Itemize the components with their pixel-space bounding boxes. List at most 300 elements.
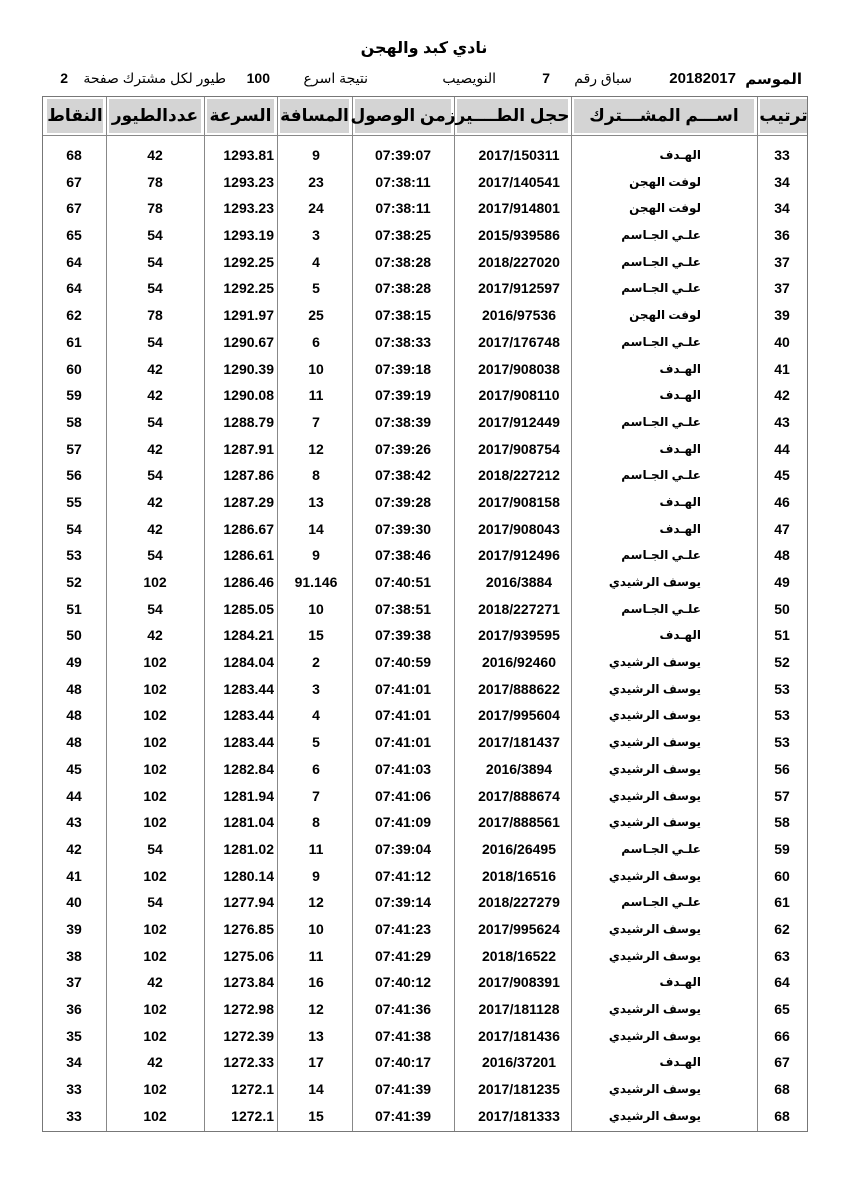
speed-cell: 1287.86 (223, 467, 274, 484)
ring-number-cell: 2017/908754 (478, 440, 560, 457)
birds-count-cell: 42 (147, 360, 163, 377)
table-row (43, 917, 807, 944)
table-row (43, 517, 807, 544)
table-row (43, 650, 807, 677)
distance-cell: 13 (308, 493, 324, 510)
header-birds: عددالطيور (109, 99, 201, 133)
table-row (43, 1104, 807, 1131)
birds-count-cell: 54 (147, 547, 163, 564)
birds-count-cell: 102 (143, 814, 167, 831)
rank-cell: 53 (774, 680, 790, 697)
rank-cell: 49 (774, 574, 790, 590)
points-cell: 39 (66, 920, 82, 937)
rank-cell: 64 (774, 974, 790, 991)
rank-cell: 34 (774, 200, 790, 217)
ring-number-cell: 2015/939586 (478, 227, 560, 244)
member-name-cell: يوسف الرشيدي (608, 655, 701, 670)
distance-cell: 24 (308, 200, 324, 217)
member-name-cell: الهـدف (659, 441, 701, 456)
points-cell: 49 (66, 654, 82, 671)
arrival-time-cell: 07:39:38 (374, 627, 432, 644)
table-row (43, 437, 807, 464)
speed-cell: 1292.25 (223, 253, 274, 270)
rank-cell: 56 (774, 760, 790, 777)
table-row (43, 997, 807, 1024)
birds-count-cell: 102 (143, 1107, 167, 1124)
rank-cell: 37 (774, 253, 790, 270)
arrival-time-cell: 07:38:51 (374, 600, 432, 617)
birds-count-cell: 102 (143, 1001, 167, 1017)
header-speed: السرعة (207, 99, 274, 133)
ring-number-cell: 2017/181128 (478, 1001, 560, 1017)
speed-cell: 1287.91 (223, 440, 274, 457)
member-name-cell: لوفت الهجن (629, 308, 701, 323)
ring-number-cell: 2018/16522 (482, 947, 556, 964)
table-header (43, 97, 807, 135)
speed-cell: 1286.61 (223, 547, 274, 564)
arrival-time-cell: 07:40:12 (374, 974, 432, 991)
speed-cell: 1286.46 (223, 574, 274, 590)
member-name-cell: يوسف الرشيدي (608, 921, 701, 936)
rank-cell: 68 (774, 1081, 790, 1098)
rank-cell: 37 (774, 280, 790, 297)
distance-cell: 2 (312, 654, 320, 671)
rank-cell: 53 (774, 707, 790, 724)
birds-count-cell: 54 (147, 280, 163, 297)
distance-cell: 91.146 (294, 574, 338, 590)
points-cell: 37 (66, 974, 82, 991)
table-row (43, 837, 807, 864)
speed-cell: 1277.94 (223, 894, 274, 911)
season-value: 20182017 (669, 70, 736, 87)
arrival-time-cell: 07:39:07 (374, 147, 432, 163)
birds-count-cell: 102 (143, 787, 167, 804)
birds-count-cell: 42 (147, 974, 163, 991)
birds-count-cell: 42 (147, 627, 163, 644)
rank-cell: 51 (774, 627, 790, 644)
member-name-cell: علـي الجـاسم (621, 414, 701, 429)
rank-cell: 53 (774, 734, 790, 751)
header-arrival: زمن الوصول (355, 99, 451, 133)
arrival-time-cell: 07:41:12 (374, 867, 432, 884)
points-cell: 48 (66, 734, 82, 751)
points-cell: 51 (66, 600, 82, 617)
table-row (43, 890, 807, 917)
points-cell: 55 (66, 493, 82, 510)
arrival-time-cell: 07:38:33 (374, 333, 432, 350)
speed-cell: 1283.44 (223, 707, 274, 724)
ring-number-cell: 2017/912597 (478, 280, 560, 297)
speed-cell: 1283.44 (223, 734, 274, 751)
ring-number-cell: 2017/995604 (478, 707, 560, 724)
arrival-time-cell: 07:39:04 (374, 840, 432, 857)
arrival-time-cell: 07:40:51 (374, 574, 432, 590)
per-member-label: طيور لكل مشترك صفحة (83, 70, 226, 86)
points-cell: 54 (66, 520, 82, 537)
distance-cell: 4 (312, 707, 320, 724)
points-cell: 41 (66, 867, 82, 884)
birds-count-cell: 54 (147, 467, 163, 484)
distance-cell: 4 (312, 253, 320, 270)
race-location: النويصيب (442, 70, 496, 86)
ring-number-cell: 2016/92460 (482, 654, 556, 671)
ring-number-cell: 2017/908158 (478, 493, 560, 510)
points-cell: 43 (66, 814, 82, 831)
rank-cell: 41 (774, 360, 790, 377)
speed-cell: 1293.23 (223, 200, 274, 217)
speed-cell: 1291.97 (223, 307, 274, 324)
ring-number-cell: 2017/888622 (478, 680, 560, 697)
table-row (43, 944, 807, 971)
ring-number-cell: 2016/3884 (485, 574, 553, 590)
arrival-time-cell: 07:41:01 (374, 680, 432, 697)
distance-cell: 3 (312, 227, 320, 244)
ring-number-cell: 2017/908110 (478, 387, 560, 404)
header-member: اســـم المشـــترك (574, 99, 754, 133)
points-cell: 33 (66, 1081, 82, 1098)
distance-cell: 9 (312, 547, 320, 564)
table-row (43, 250, 807, 277)
arrival-time-cell: 07:41:01 (374, 707, 432, 724)
ring-number-cell: 2017/908038 (478, 360, 560, 377)
arrival-time-cell: 07:41:39 (374, 1107, 432, 1124)
table-row (43, 1050, 807, 1077)
member-name-cell: علـي الجـاسم (621, 548, 701, 563)
club-title: نادي كبد والهجن (360, 40, 488, 57)
table-row (43, 864, 807, 891)
rank-cell: 65 (774, 1001, 790, 1017)
distance-cell: 13 (308, 1027, 324, 1044)
distance-cell: 3 (312, 680, 320, 697)
birds-count-cell: 54 (147, 840, 163, 857)
page-number: 2 (60, 70, 68, 86)
table-row (43, 170, 807, 197)
member-name-cell: يوسف الرشيدي (608, 788, 701, 803)
speed-cell: 1292.25 (223, 280, 274, 297)
member-name-cell: الهـدف (659, 628, 701, 643)
points-cell: 57 (66, 440, 82, 457)
table-row (43, 490, 807, 517)
birds-count: 100 (246, 70, 270, 86)
points-cell: 59 (66, 387, 82, 404)
points-cell: 60 (66, 360, 82, 377)
distance-cell: 25 (308, 307, 324, 324)
arrival-time-cell: 07:41:03 (374, 760, 432, 777)
distance-cell: 8 (312, 814, 320, 831)
ring-number-cell: 2017/888674 (478, 787, 560, 804)
birds-count-cell: 54 (147, 413, 163, 430)
table-row (43, 703, 807, 730)
table-row (43, 970, 807, 997)
points-cell: 64 (66, 253, 82, 270)
points-cell: 34 (66, 1054, 82, 1071)
distance-cell: 12 (308, 440, 324, 457)
distance-cell: 8 (312, 467, 320, 484)
arrival-time-cell: 07:39:30 (374, 520, 432, 537)
season-label: الموسم (745, 71, 802, 88)
member-name-cell: الهـدف (659, 521, 701, 536)
arrival-time-cell: 07:41:39 (374, 1081, 432, 1098)
rank-cell: 44 (774, 440, 790, 457)
arrival-time-cell: 07:41:38 (374, 1027, 432, 1044)
rank-cell: 52 (774, 654, 790, 671)
points-cell: 64 (66, 280, 82, 297)
birds-count-cell: 78 (147, 307, 163, 324)
rank-cell: 47 (774, 520, 790, 537)
result-label: نتيجة اسرع (303, 70, 368, 86)
arrival-time-cell: 07:41:36 (374, 1001, 432, 1017)
points-cell: 42 (66, 840, 82, 857)
distance-cell: 5 (312, 734, 320, 751)
table-row (43, 383, 807, 410)
header-rank: ترتيب (760, 99, 807, 133)
arrival-time-cell: 07:40:59 (374, 654, 432, 671)
birds-count-cell: 102 (143, 920, 167, 937)
distance-cell: 11 (308, 947, 324, 964)
arrival-time-cell: 07:41:09 (374, 814, 432, 831)
ring-number-cell: 2016/26495 (482, 840, 556, 857)
header-divider (43, 135, 807, 136)
arrival-time-cell: 07:40:17 (374, 1054, 432, 1071)
distance-cell: 10 (308, 600, 324, 617)
header-points: النقاط (47, 99, 103, 133)
distance-cell: 16 (308, 974, 324, 991)
speed-cell: 1273.84 (223, 974, 274, 991)
member-name-cell: علـي الجـاسم (621, 334, 701, 349)
points-cell: 33 (66, 1107, 82, 1124)
speed-cell: 1272.98 (223, 1001, 274, 1017)
birds-count-cell: 42 (147, 520, 163, 537)
distance-cell: 7 (312, 413, 320, 430)
race-info-line (0, 70, 848, 92)
table-row (43, 223, 807, 250)
speed-cell: 1281.04 (223, 814, 274, 831)
ring-number-cell: 2016/3894 (485, 760, 553, 777)
ring-number-cell: 2017/912449 (478, 413, 560, 430)
points-cell: 56 (66, 467, 82, 484)
ring-number-cell: 2017/888561 (478, 814, 560, 831)
table-row (43, 570, 807, 597)
rank-cell: 57 (774, 787, 790, 804)
race-number: 7 (542, 70, 550, 86)
points-cell: 48 (66, 707, 82, 724)
member-name-cell: الهـدف (659, 494, 701, 509)
member-name-cell: لوفت الهجن (629, 201, 701, 216)
rank-cell: 42 (774, 387, 790, 404)
race-label: سباق رقم (574, 70, 632, 86)
speed-cell: 1286.67 (223, 520, 274, 537)
distance-cell: 14 (308, 1081, 324, 1098)
birds-count-cell: 102 (143, 574, 167, 590)
ring-number-cell: 2018/227271 (478, 600, 560, 617)
rank-cell: 67 (774, 1054, 790, 1071)
points-cell: 67 (66, 173, 82, 190)
speed-cell: 1272.1 (231, 1107, 274, 1124)
arrival-time-cell: 07:38:11 (375, 173, 431, 190)
arrival-time-cell: 07:39:19 (374, 387, 432, 404)
distance-cell: 17 (308, 1054, 324, 1071)
birds-count-cell: 42 (147, 493, 163, 510)
ring-number-cell: 2017/939595 (478, 627, 560, 644)
ring-number-cell: 2017/181436 (478, 1027, 560, 1044)
ring-number-cell: 2016/37201 (482, 1054, 556, 1071)
speed-cell: 1293.19 (223, 227, 274, 244)
member-name-cell: الهـدف (659, 388, 701, 403)
birds-count-cell: 42 (147, 147, 163, 163)
ring-number-cell: 2017/176748 (478, 333, 560, 350)
points-cell: 50 (66, 627, 82, 644)
table-row (43, 597, 807, 624)
arrival-time-cell: 07:41:29 (374, 947, 432, 964)
distance-cell: 23 (308, 173, 324, 190)
distance-cell: 10 (308, 920, 324, 937)
results-table (42, 96, 808, 1132)
points-cell: 61 (66, 333, 82, 350)
distance-cell: 6 (312, 333, 320, 350)
member-name-cell: الهـدف (659, 975, 701, 990)
speed-cell: 1293.23 (223, 173, 274, 190)
birds-count-cell: 54 (147, 894, 163, 911)
birds-count-cell: 78 (147, 173, 163, 190)
table-row (43, 543, 807, 570)
rank-cell: 50 (774, 600, 790, 617)
points-cell: 35 (66, 1027, 82, 1044)
arrival-time-cell: 07:39:28 (374, 493, 432, 510)
table-row (43, 357, 807, 384)
speed-cell: 1287.29 (223, 493, 274, 510)
table-row (43, 303, 807, 330)
speed-cell: 1282.84 (223, 760, 274, 777)
table-row (43, 623, 807, 650)
speed-cell: 1290.39 (223, 360, 274, 377)
distance-cell: 12 (308, 894, 324, 911)
table-row (43, 1024, 807, 1051)
member-name-cell: علـي الجـاسم (621, 468, 701, 483)
birds-count-cell: 54 (147, 333, 163, 350)
distance-cell: 14 (308, 520, 324, 537)
rank-cell: 46 (774, 493, 790, 510)
birds-count-cell: 102 (143, 707, 167, 724)
birds-count-cell: 102 (143, 680, 167, 697)
member-name-cell: علـي الجـاسم (621, 841, 701, 856)
birds-count-cell: 42 (147, 1054, 163, 1071)
ring-number-cell: 2018/16516 (482, 867, 556, 884)
distance-cell: 6 (312, 760, 320, 777)
arrival-time-cell: 07:38:39 (374, 413, 432, 430)
ring-number-cell: 2017/995624 (478, 920, 560, 937)
birds-count-cell: 102 (143, 654, 167, 671)
arrival-time-cell: 07:38:28 (374, 280, 432, 297)
ring-number-cell: 2017/181235 (478, 1081, 560, 1098)
speed-cell: 1285.05 (223, 600, 274, 617)
rank-cell: 60 (774, 867, 790, 884)
ring-number-cell: 2017/150311 (478, 147, 560, 163)
distance-cell: 9 (312, 867, 320, 884)
member-name-cell: علـي الجـاسم (621, 254, 701, 269)
member-name-cell: علـي الجـاسم (621, 281, 701, 296)
arrival-time-cell: 07:39:26 (374, 440, 432, 457)
member-name-cell: يوسف الرشيدي (608, 681, 701, 696)
member-name-cell: علـي الجـاسم (621, 601, 701, 616)
points-cell: 44 (66, 787, 82, 804)
speed-cell: 1288.79 (223, 413, 274, 430)
rank-cell: 61 (774, 894, 790, 911)
points-cell: 38 (66, 947, 82, 964)
rank-cell: 48 (774, 547, 790, 564)
distance-cell: 7 (312, 787, 320, 804)
ring-number-cell: 2017/908391 (478, 974, 560, 991)
arrival-time-cell: 07:41:06 (374, 787, 432, 804)
ring-number-cell: 2017/140541 (478, 173, 560, 190)
arrival-time-cell: 07:38:28 (374, 253, 432, 270)
member-name-cell: يوسف الرشيدي (608, 1002, 701, 1016)
points-cell: 36 (66, 1001, 82, 1017)
points-cell: 65 (66, 227, 82, 244)
speed-cell: 1272.39 (223, 1027, 274, 1044)
birds-count-cell: 102 (143, 947, 167, 964)
table-row (43, 677, 807, 704)
member-name-cell: يوسف الرشيدي (608, 1028, 701, 1043)
table-row (43, 757, 807, 784)
arrival-time-cell: 07:38:25 (374, 227, 432, 244)
birds-count-cell: 42 (147, 440, 163, 457)
member-name-cell: الهـدف (659, 361, 701, 376)
distance-cell: 11 (308, 840, 324, 857)
member-name-cell: علـي الجـاسم (621, 228, 701, 243)
rank-cell: 34 (774, 173, 790, 190)
ring-number-cell: 2017/908043 (478, 520, 560, 537)
rank-cell: 59 (774, 840, 790, 857)
distance-cell: 15 (308, 1107, 324, 1124)
speed-cell: 1283.44 (223, 680, 274, 697)
rank-cell: 33 (774, 147, 790, 163)
birds-count-cell: 78 (147, 200, 163, 217)
member-name-cell: علـي الجـاسم (621, 895, 701, 910)
speed-cell: 1280.14 (223, 867, 274, 884)
birds-count-cell: 102 (143, 1027, 167, 1044)
birds-count-cell: 42 (147, 387, 163, 404)
rank-cell: 43 (774, 413, 790, 430)
distance-cell: 10 (308, 360, 324, 377)
ring-number-cell: 2018/227279 (478, 894, 560, 911)
speed-cell: 1290.67 (223, 333, 274, 350)
header-distance: المسافة (280, 99, 349, 133)
member-name-cell: يوسف الرشيدي (608, 708, 701, 723)
points-cell: 40 (66, 894, 82, 911)
distance-cell: 12 (308, 1001, 324, 1017)
member-name-cell: يوسف الرشيدي (608, 1082, 701, 1097)
arrival-time-cell: 07:38:11 (375, 200, 431, 217)
member-name-cell: يوسف الرشيدي (608, 948, 701, 963)
speed-cell: 1284.21 (223, 627, 274, 644)
arrival-time-cell: 07:38:15 (374, 307, 432, 324)
member-name-cell: يوسف الرشيدي (608, 1108, 701, 1123)
speed-cell: 1293.81 (223, 147, 274, 163)
speed-cell: 1276.85 (223, 920, 274, 937)
ring-number-cell: 2017/181437 (478, 734, 560, 751)
member-name-cell: يوسف الرشيدي (608, 761, 701, 776)
distance-cell: 11 (308, 387, 324, 404)
arrival-time-cell: 07:39:18 (374, 360, 432, 377)
speed-cell: 1281.94 (223, 787, 274, 804)
table-row (43, 1077, 807, 1104)
birds-count-cell: 102 (143, 760, 167, 777)
table-row (43, 810, 807, 837)
ring-number-cell: 2018/227020 (478, 253, 560, 270)
member-name-cell: يوسف الرشيدي (608, 868, 701, 883)
points-cell: 52 (66, 574, 82, 590)
arrival-time-cell: 07:39:14 (374, 894, 432, 911)
